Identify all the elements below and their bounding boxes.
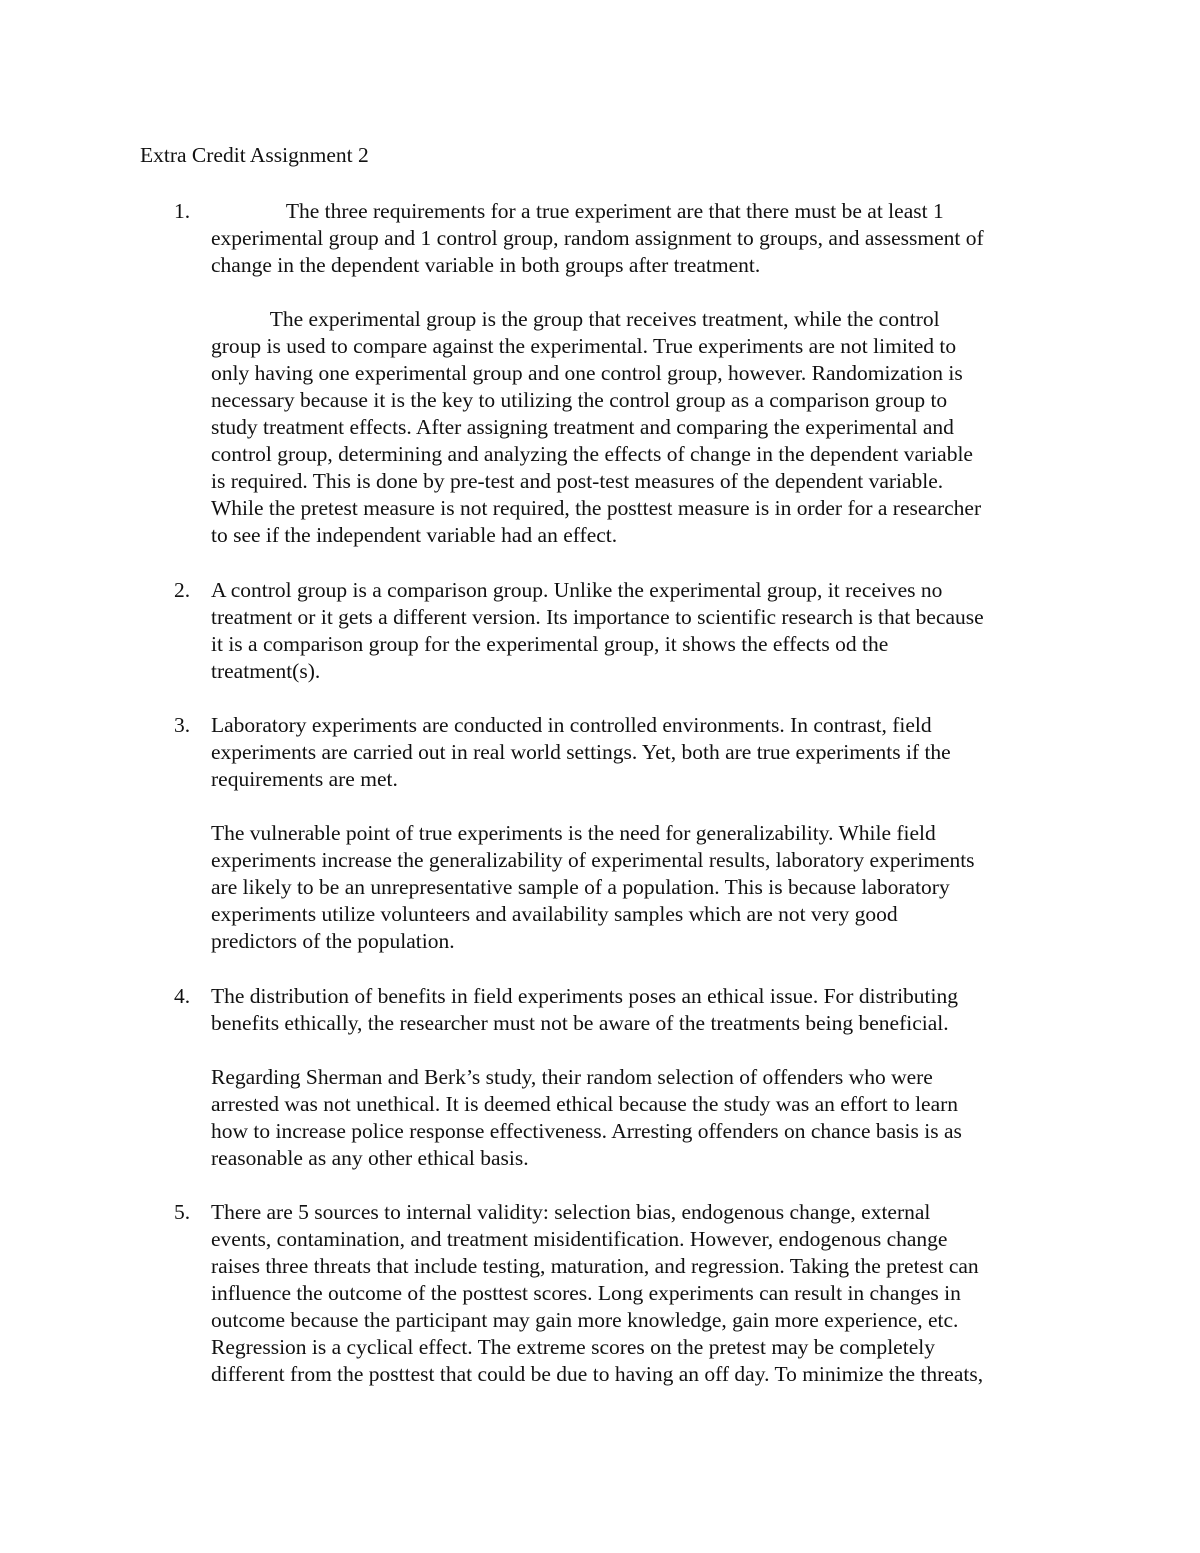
text-line: The distribution of benefits in field experiments poses an ethical issue. For distributing [211, 984, 958, 1008]
text-line: experiments utilize volunteers and availability samples which are not very good [211, 902, 898, 926]
list-number: 5. [174, 1200, 191, 1224]
list-number: 4. [174, 984, 191, 1008]
text-line: is required. This is done by pre-test and post-test measures of the dependent variable. [211, 469, 944, 493]
text-line: are likely to be an unrepresentative sample of a population. This is because laboratory [211, 875, 950, 899]
text-line: The three requirements for a true experiment are that there must be at least 1 [211, 199, 944, 223]
text-line: events, contamination, and treatment misidentification. However, endogenous change [211, 1227, 948, 1251]
text-line: study treatment effects. After assigning treatment and comparing the experimental and [211, 415, 954, 439]
text-line: Regarding Sherman and Berk’s study, their random selection of offenders who were [211, 1065, 933, 1089]
text-line: The experimental group is the group that receives treatment, while the control [211, 307, 940, 331]
text-line: how to increase police response effectiveness. Arresting offenders on chance basis is as [211, 1119, 962, 1143]
text-line: raises three threats that include testing, maturation, and regression. Taking the pretest can [211, 1254, 979, 1278]
list-number: 3. [174, 713, 191, 737]
paragraph [211, 1199, 1071, 1388]
text-line: different from the posttest that could be due to having an off day. To minimize the threats, [211, 1362, 984, 1386]
list-number: 2. [174, 578, 191, 602]
text-line: There are 5 sources to internal validity: selection bias, endogenous change, external [211, 1200, 931, 1224]
paragraph [211, 1064, 1071, 1172]
text-line: necessary because it is the key to utilizing the control group as a comparison group to [211, 388, 948, 412]
text-line: Laboratory experiments are conducted in controlled environments. In contrast, field [211, 713, 932, 737]
text-line: only having one experimental group and one control group, however. Randomization is [211, 361, 963, 385]
text-line: reasonable as any other ethical basis. [211, 1146, 529, 1170]
text-line: While the pretest measure is not required, the posttest measure is in order for a researcher [211, 496, 982, 520]
text-line: requirements are met. [211, 767, 398, 791]
text-line: Regression is a cyclical effect. The extreme scores on the pretest may be completely [211, 1335, 935, 1359]
text-line: to see if the independent variable had an effect. [211, 523, 618, 547]
text-line: A control group is a comparison group. Unlike the experimental group, it receives no [211, 578, 943, 602]
text-line: The vulnerable point of true experiments is the need for generalizability. While field [211, 821, 936, 845]
list-number: 1. [174, 199, 191, 223]
text-line: treatment or it gets a different version. Its importance to scientific research is that because [211, 605, 984, 629]
text-line: outcome because the participant may gain more knowledge, gain more experience, etc. [211, 1308, 959, 1332]
text-line: predictors of the population. [211, 929, 455, 953]
text-line: experiments are carried out in real world settings. Yet, both are true experiments if the [211, 740, 951, 764]
text-line: control group, determining and analyzing the effects of change in the dependent variable [211, 442, 973, 466]
paragraph [211, 983, 1071, 1037]
text-line: group is used to compare against the experimental. True experiments are not limited to [211, 334, 957, 358]
text-line: arrested was not unethical. It is deemed ethical because the study was an effort to learn [211, 1092, 959, 1116]
paragraph [211, 198, 1071, 279]
paragraph [211, 820, 1071, 955]
document-title: Extra Credit Assignment 2 [140, 143, 369, 167]
text-line: benefits ethically, the researcher must not be aware of the treatments being beneficial. [211, 1011, 949, 1035]
text-line: treatment(s). [211, 659, 321, 683]
paragraph [211, 577, 1071, 685]
text-line: experiments increase the generalizability of experimental results, laboratory experiments [211, 848, 975, 872]
text-line: change in the dependent variable in both groups after treatment. [211, 253, 761, 277]
paragraph [211, 712, 1071, 793]
text-line: it is a comparison group for the experimental group, it shows the effects od the [211, 632, 889, 656]
text-line: experimental group and 1 control group, random assignment to groups, and assessment of [211, 226, 984, 250]
text-line: influence the outcome of the posttest scores. Long experiments can result in changes in [211, 1281, 961, 1305]
paragraph [211, 306, 1071, 549]
